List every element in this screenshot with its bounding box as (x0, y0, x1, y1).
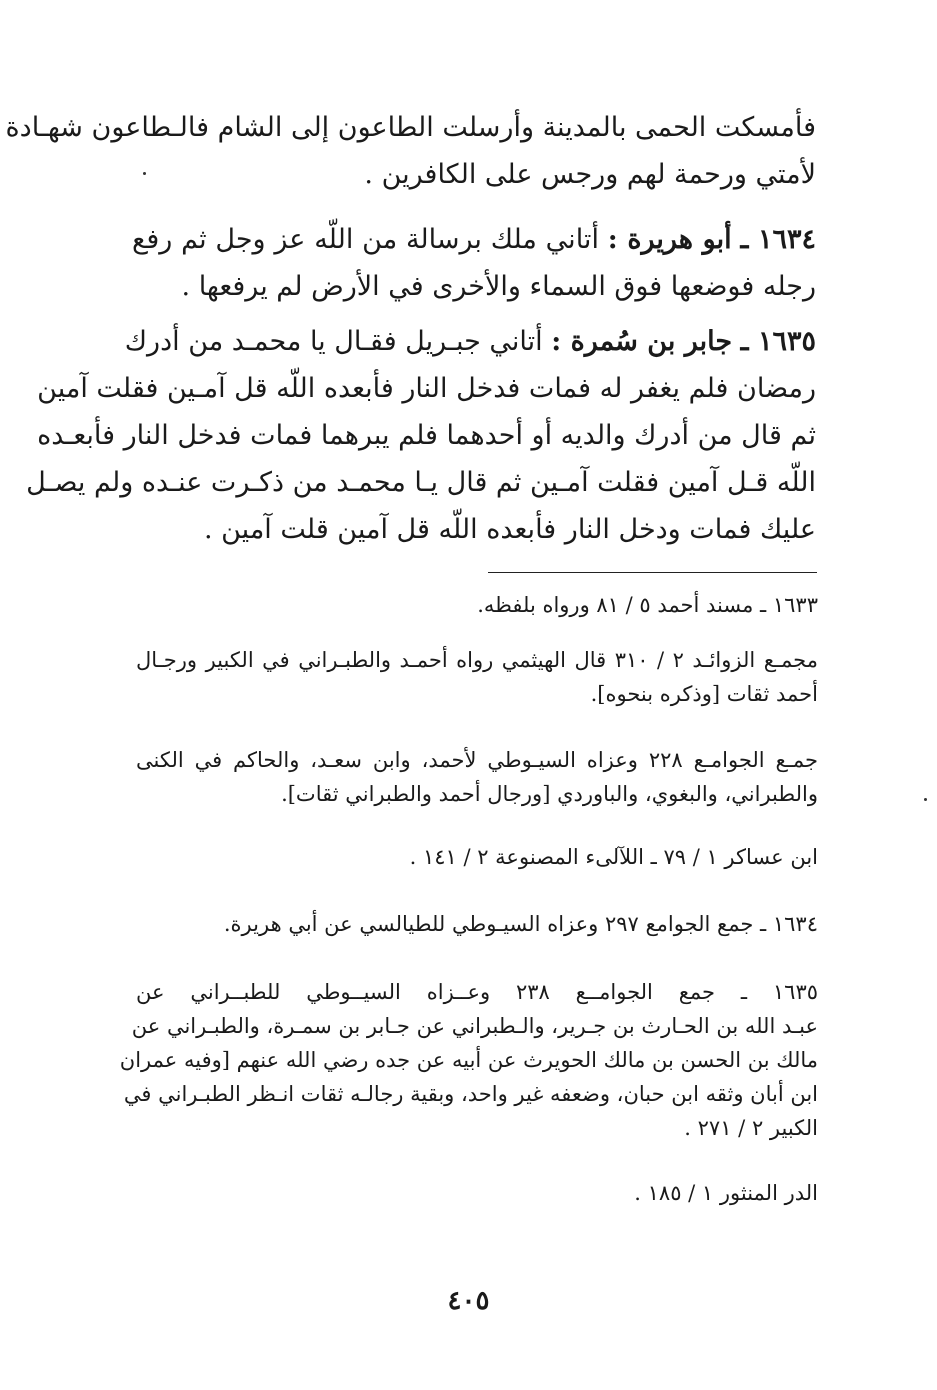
footnote-line: الدر المنثور ١ / ١٨٥ . (634, 1181, 818, 1205)
hadith-number: ١٦٣٥ ـ (740, 326, 816, 357)
footnote-line: ١٦٣٣ ـ مسند أحمد ٥ / ٨١ ورواه بلفظه. (477, 593, 818, 617)
footnote-separator (488, 572, 817, 573)
footnote-line: مجمـع الزوائـد ٢ / ٣١٠ قال الهيثمي رواه أحمـد والطبـراني في الكبير ورجـال (136, 648, 818, 672)
footnote-line: والطبراني، والبغوي، والباوردي [ورجال أحمد والطبراني ثقات]. (281, 782, 818, 806)
hadith-narrator: جابر بن سُمرة : (551, 326, 733, 357)
main-text-line: فأمسكت الحمى بالمدينة وأرسلت الطاعون إلى الشام فالـطاعون شهـادة (5, 112, 816, 143)
footnote-line: ١٦٣٥ ـ جمع الجوامــع ٢٣٨ وعــزاه السيــوطي للطبــراني عن (136, 980, 819, 1004)
footnote-line: أحمد ثقات [وذكره بنحوه]. (590, 682, 818, 706)
footnote-line: ابن عساكر ١ / ٧٩ ـ اللآلىء المصنوعة ٢ / ١٤١ . (409, 845, 818, 869)
main-text-line (124, 318, 816, 365)
hadith-text: أتاني ملك برسالة من اللّه عز وجل ثم رفع (132, 224, 599, 255)
footnote-majma (136, 643, 818, 711)
main-text-line: عليك فمات ودخل النار فأبعده اللّه قل آمين قلت آمين . (203, 514, 816, 545)
footnote-line: ١٦٣٤ ـ جمع الجوامع ٢٩٧ وعزاه السيـوطي للطيالسي عن أبي هريرة. (223, 912, 818, 936)
scan-speck (143, 172, 146, 175)
main-text-line: رمضان فلم يغفر له فمات فدخل النار فأبعده اللّه قل آمـين فقلت آمين (37, 373, 816, 404)
footnote-1635 (119, 975, 819, 1145)
main-text-line: لأمتي ورحمة لهم ورجس على الكافرين . (364, 159, 816, 190)
hadith-number: ١٦٣٤ ـ (740, 224, 816, 255)
footnote-1634 (136, 907, 818, 941)
hadith-text: أتاني جبـريل فقـال يا محمـد من أدرك (124, 326, 543, 357)
footnote-durr-manthur (136, 1176, 818, 1210)
footnote-line: الكبير ٢ / ٢٧١ . (684, 1116, 818, 1140)
main-text-line: ثم قال من أدرك والديه أو أحدهما فلم يبرهما فمات فدخل النار فأبعـده (37, 420, 816, 451)
main-paragraph-2 (132, 216, 816, 310)
scan-speck (924, 798, 927, 801)
main-text-line (132, 216, 816, 263)
footnote-line: ابن أبان وثقه ابن حبان، وضعفه غير واحد، وبقية رجالـه ثقات انـظر الطبـراني في (123, 1082, 818, 1106)
footnote-line: جمـع الجوامـع ٢٢٨ وعزاه السيـوطي لأحمد، وابن سعـد، والحاكم في الكنى (136, 748, 818, 772)
main-text-line: اللّه قـل آمين فقلت آمـين ثم قال يـا محمـد من ذكـرت عنـده ولم يصـل (26, 467, 816, 498)
main-text-line: رجله فوضعها فوق السماء والأخرى في الأرض لم يرفعها . (181, 271, 816, 302)
footnote-line: مالك بن الحسن بن مالك الحويرث عن أبيه عن جده رضي الله عنهم [وفيه عمران (119, 1048, 818, 1072)
footnote-ibn-asakir (136, 840, 818, 874)
hadith-narrator: أبو هريرة : (607, 224, 732, 255)
footnote-jam-al-jawami (136, 743, 818, 811)
page-number: ٤٠٥ (447, 1286, 490, 1316)
footnote-line: عبـد الله بن الحـارث بن جـرير، والـطبراني عن جـابر بن سمـرة، والطبـراني عن (131, 1014, 818, 1038)
main-paragraph-3 (26, 318, 816, 553)
footnote-1633 (136, 588, 818, 622)
main-paragraph-1 (5, 104, 816, 198)
